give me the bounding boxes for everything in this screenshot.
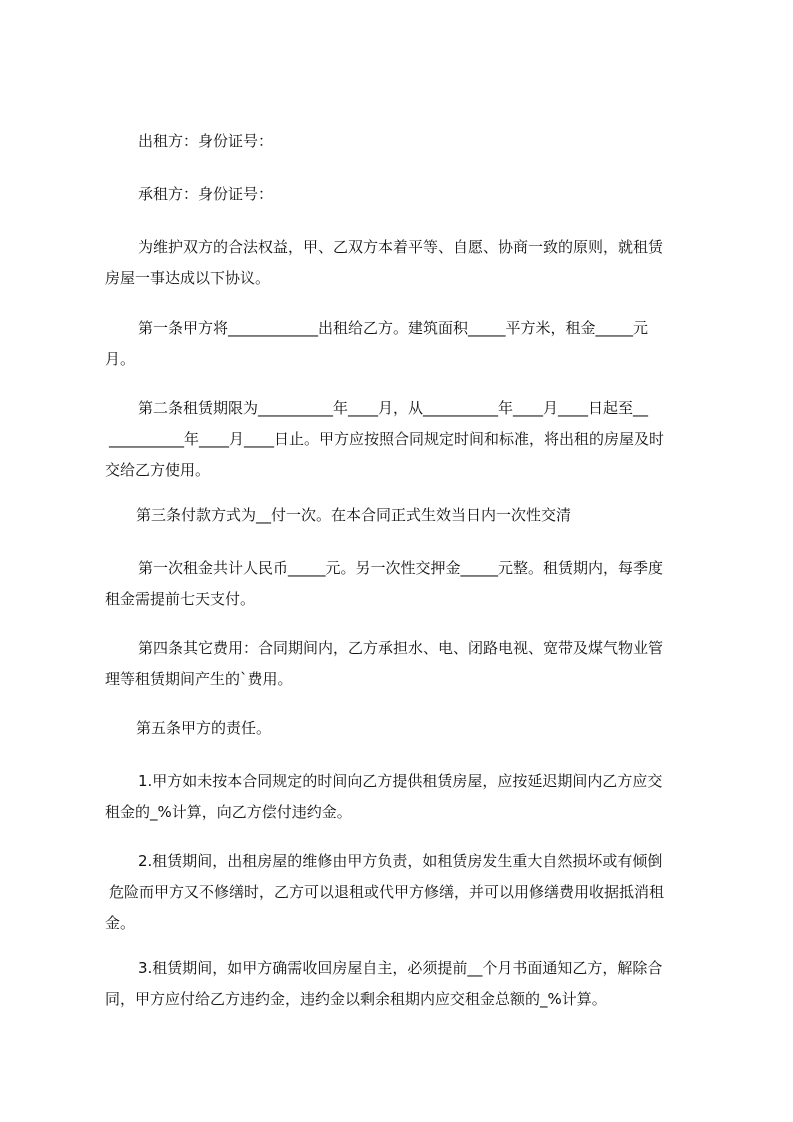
article-4-paragraph: 第四条其它费用：合同期间内，乙方承担水、电、闭路电视、宽带及煤气物业管 理等租赁期间产生的`费用。 [105, 639, 664, 688]
article-5-heading: 第五条甲方的责任。 [136, 719, 272, 737]
clause-5-3-paragraph: 3.租赁期间，如甲方确需收回房屋自主，必须提前__个月书面通知乙方，解除合 同，甲方应付给乙方违约金，违约金以剩余租期内应交租金总额的_%计算。 [105, 959, 663, 1008]
lessor-line: 出租方：身份证号： [138, 132, 274, 150]
article-3-paragraph: 第三条付款方式为__付一次。在本合同正式生效当日内一次性交清 [136, 506, 572, 524]
clause-5-2-paragraph: 2.租赁期间，出租房屋的维修由甲方负责，如租赁房发生重大自然损坏或有倾倒 危险而甲方又不修缮时，乙方可以退租或代甲方修缮，并可以用修缮费用收据抵消租 金。 [105, 852, 665, 932]
article-1-paragraph: 第一条甲方将____________出租给乙方。建筑面积_____平方米，租金_____元 月。 [105, 319, 649, 368]
article-2-paragraph: 第二条租赁期限为__________年____月，从__________年____月____日起至__ __________年____月____日止。甲方应按照合同规定时间和标准，将出租的房屋及时 交给乙方使用。 [105, 399, 665, 479]
intro-paragraph: 为维护双方的合法权益，甲、乙双方本着平等、自愿、协商一致的原则，就租赁 房屋一事达成以下协议。 [105, 238, 664, 287]
clause-5-1-paragraph: 1.甲方如未按本合同规定的时间向乙方提供租赁房屋，应按延迟期间内乙方应交 租金的_%计算，向乙方偿付违约金。 [105, 772, 663, 821]
lessee-line: 承租方：身份证号： [138, 185, 274, 203]
first-rent-paragraph: 第一次租金共计人民币_____元。另一次性交押金_____元整。租赁期内，每季度 租金需提前七天支付。 [105, 559, 664, 608]
